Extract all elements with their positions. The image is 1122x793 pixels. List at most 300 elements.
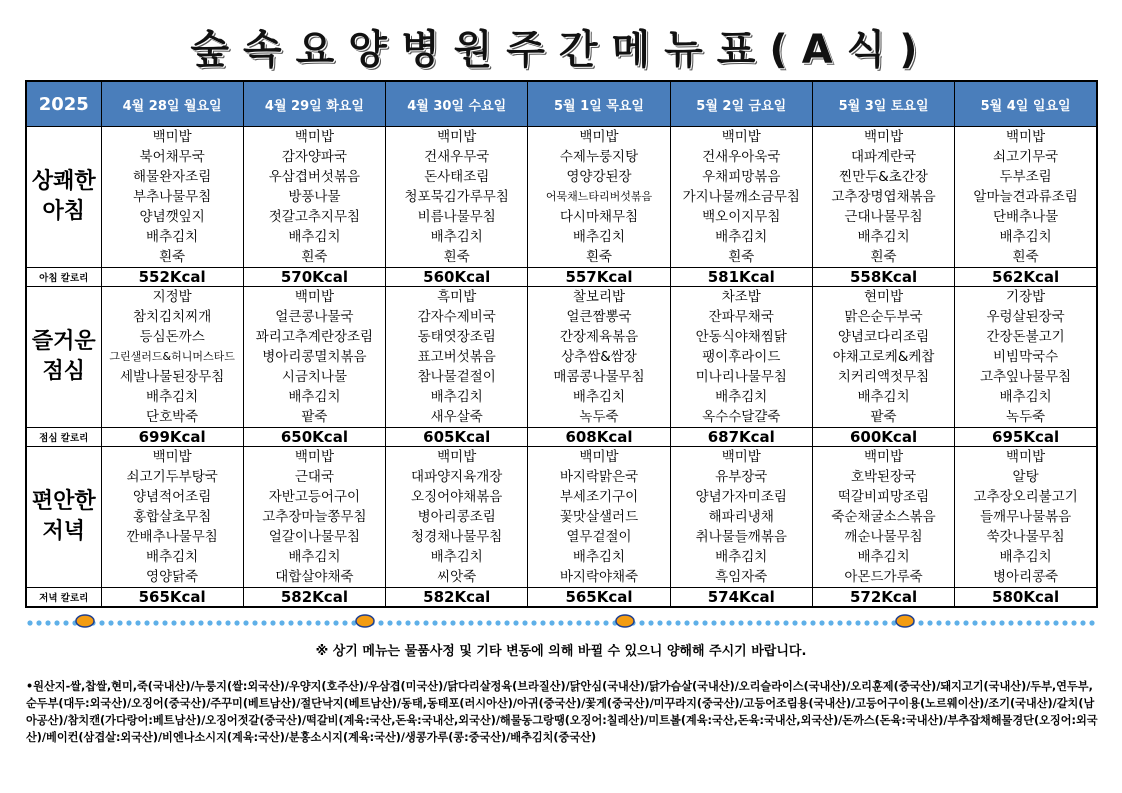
day-header-row: [26, 81, 1097, 127]
menu-item: 꽈리고추계란장조림: [255, 329, 374, 345]
bubble-icon: [657, 620, 662, 625]
menu-item: 건새우무국: [424, 149, 490, 165]
bubble-icon: [522, 620, 527, 625]
menu-item: 꽃맛살샐러드: [559, 509, 639, 525]
menu-item: 열무겉절이: [566, 529, 632, 545]
menu-item: 배추김치: [857, 389, 910, 405]
menu-item: 시금치나물: [281, 369, 348, 385]
bubble-icon: [765, 620, 770, 625]
menu-item: 표고버섯볶음: [417, 349, 496, 365]
bubble-icon: [225, 620, 230, 625]
bubble-icon: [468, 620, 473, 625]
bubble-icon: [1053, 620, 1058, 625]
menu-item: 백미밥: [1006, 129, 1046, 145]
meal-label-text: 아침: [42, 199, 85, 224]
bubble-icon: [675, 620, 680, 625]
menu-item: 배추김치: [146, 389, 199, 405]
menu-item: 백미밥: [863, 449, 904, 465]
calorie-value: 562Kcal: [955, 268, 1097, 287]
menu-item: 청경채나물무침: [411, 529, 503, 545]
menu-item: 등심돈까스: [139, 329, 205, 345]
menu-item: 양념깻잎지: [139, 209, 205, 225]
menu-cell: [812, 127, 954, 268]
bubble-icon: [207, 620, 212, 625]
bubble-icon: [342, 620, 347, 625]
menu-item: 흰죽: [585, 249, 613, 265]
menu-item: 찐만두&초간장: [839, 169, 928, 185]
menu-item: 백미밥: [1006, 449, 1046, 465]
menu-cell: [386, 127, 528, 268]
menu-item: 녹두죽: [579, 409, 619, 425]
menu-item: 흰죽: [870, 249, 897, 265]
bubble-icon: [936, 620, 941, 625]
bubble-icon: [252, 620, 257, 625]
menu-cell: [955, 447, 1097, 588]
menu-item: 지정밥: [152, 289, 192, 305]
bubble-icon: [774, 620, 779, 625]
bubble-icon: [324, 620, 329, 625]
bubble-icon: [927, 620, 932, 625]
bubble-icon: [576, 620, 581, 625]
bubble-icon: [954, 620, 959, 625]
menu-item: 배추김치: [146, 549, 199, 565]
calorie-value: 699Kcal: [101, 428, 243, 447]
bubble-icon: [999, 620, 1004, 625]
meal-label-text: 상쾌한: [31, 169, 96, 194]
meal-row: [26, 127, 1097, 268]
calorie-value: 560Kcal: [386, 268, 528, 287]
menu-item: 세발나물된장무침: [119, 369, 225, 385]
menu-item: 근대나물무침: [844, 209, 923, 225]
menu-item: 병아리콩조림: [417, 509, 496, 525]
menu-cell: [101, 127, 243, 268]
menu-item: 대파양지육개장: [411, 469, 503, 485]
fish-icon: [76, 615, 94, 627]
menu-cell: [243, 447, 385, 588]
bubble-icon: [126, 620, 131, 625]
menu-item: 수제누룽지탕: [559, 149, 639, 165]
menu-item: 배추김치: [999, 229, 1052, 245]
day-header: 4월 30일 수요일: [386, 81, 528, 127]
bubble-icon: [261, 620, 266, 625]
bubble-icon: [54, 620, 59, 625]
menu-item: 기장밥: [1006, 289, 1046, 305]
bubble-icon: [837, 620, 842, 625]
calorie-row: [26, 268, 1097, 287]
menu-item: 어묵채느타리버섯볶음: [545, 190, 653, 203]
menu-cell: [955, 287, 1097, 428]
menu-item: 그린샐러드&허니머스타드: [109, 350, 235, 363]
menu-item: 해물완자조림: [133, 169, 212, 185]
menu-item: 간장돈불고기: [986, 329, 1065, 345]
menu-item: 얼큰콩나물국: [275, 309, 354, 325]
bubble-icon: [963, 620, 968, 625]
bubble-icon: [972, 620, 977, 625]
bubble-icon: [846, 620, 851, 625]
menu-item: 배추김치: [288, 549, 341, 565]
meal-row: [26, 287, 1097, 428]
bubble-icon: [1062, 620, 1067, 625]
menu-cell: [243, 287, 385, 428]
calorie-value: 582Kcal: [243, 588, 385, 608]
menu-item: 배추김치: [288, 229, 341, 245]
menu-item: 흰죽: [301, 249, 328, 265]
menu-item: 유부장국: [715, 469, 768, 485]
menu-item: 영양강된장: [566, 169, 632, 185]
menu-item: 배추김치: [572, 389, 626, 405]
menu-item: 부세조기구이: [559, 489, 639, 505]
menu-cell: [812, 447, 954, 588]
menu-item: 두부조림: [999, 169, 1052, 185]
bubble-icon: [45, 620, 50, 625]
menu-item: 깐배추나물무침: [126, 529, 218, 545]
bubble-icon: [135, 620, 140, 625]
menu-item: 단배추나물: [992, 209, 1059, 225]
menu-item: 백미밥: [152, 449, 192, 465]
calorie-value: 605Kcal: [386, 428, 528, 447]
menu-item: 얼갈이나물무침: [268, 529, 361, 545]
menu-cell: [243, 127, 385, 268]
menu-item: 배추김치: [715, 229, 768, 245]
bubble-icon: [1044, 620, 1049, 625]
menu-item: 병아리콩멸치볶음: [262, 349, 367, 365]
origin-statement: •원산지-쌀,찹쌀,현미,죽(국내산)/누룽지(쌀:외국산)/우양지(호주산)/우삼겹(미국산)/닭다리살정육(브라질산)/닭안심(국내산)/닭가슴살(국내산)/오리슬라이스(국내산)/오리훈제(중국산)/돼지고기(국내산)/두부,연두부,순두부(대두:외국산)/오징어(중국산)/주꾸미(베트남산)/절단낙지(베트남산)/동태,동태포(러시아산)/아귀(중국산)/꽃게(중국산)/미꾸라지(중국산)/고등어조림용(국내산)/고등어구이용(노르웨이산)/조기(국내산)/갈치(남아공산)/참치캔(가다랑어:베트남산)/오징어젓갈(중국산)/떡갈비(계육:국산,돈육:국내산,외국산)/해물동그랑땡(오징어:칠레산)/미트볼(계육:국산,돈육:국내산,외국산)/돈까스(돈육:국내산)/부추잡채해물경단(오징어:외국산)/베이컨(삼겹살:외국산)/비엔나소시지(계육:국산)/분홍소시지(계육:국산)/생콩가루(콩:중국산)/배추김치(중국산): [26, 680, 1098, 744]
day-header: 5월 4일 일요일: [955, 81, 1097, 127]
calorie-value: 695Kcal: [955, 428, 1097, 447]
menu-item: 백미밥: [437, 129, 477, 145]
bubble-icon: [315, 620, 320, 625]
bubble-icon: [450, 620, 455, 625]
menu-cell: [528, 287, 670, 428]
menu-item: 흰죽: [443, 249, 470, 265]
bubble-icon: [549, 620, 554, 625]
bubble-icon: [144, 620, 149, 625]
bubble-icon: [180, 620, 185, 625]
bubble-icon: [198, 620, 203, 625]
menu-item: 양념적어조림: [133, 489, 212, 505]
menu-item: 쇠고기무국: [992, 149, 1059, 165]
bubble-icon: [666, 620, 671, 625]
menu-cell: [101, 287, 243, 428]
bubble-icon: [981, 620, 986, 625]
bubble-icon: [585, 620, 590, 625]
menu-item: 배추김치: [572, 549, 626, 565]
menu-item: 치커리액젓무침: [837, 369, 930, 385]
meal-label-text: 즐거운: [31, 329, 96, 354]
menu-item: 잔파무채국: [708, 309, 774, 325]
bubble-icon: [495, 620, 500, 625]
meal-row: [26, 447, 1097, 588]
bubble-icon: [153, 620, 158, 625]
day-header: 4월 28일 월요일: [101, 81, 243, 127]
menu-item: 고추잎나물무침: [979, 369, 1072, 385]
menu-item: 팥죽: [870, 409, 897, 425]
bubble-icon: [603, 620, 608, 625]
menu-item: 우삼겹버섯볶음: [268, 169, 361, 185]
menu-item: 대합살야채죽: [275, 569, 354, 585]
menu-item: 북어채무국: [139, 149, 205, 165]
menu-item: 백오이지무침: [702, 209, 781, 225]
calorie-value: 552Kcal: [101, 268, 243, 287]
calorie-value: 565Kcal: [101, 588, 243, 608]
menu-item: 백미밥: [294, 289, 334, 305]
meal-label-text: 저녁: [42, 519, 85, 544]
menu-item: 영양닭죽: [146, 569, 199, 585]
bubble-icon: [486, 620, 491, 625]
menu-item: 흰죽: [1012, 249, 1039, 265]
bubble-icon: [513, 620, 518, 625]
bubble-icon: [270, 620, 275, 625]
menu-item: 건새우아욱국: [702, 149, 781, 165]
bubble-icon: [540, 620, 545, 625]
menu-item: 녹두죽: [1006, 409, 1046, 425]
menu-item: 호박된장국: [850, 469, 917, 485]
bubble-icon: [36, 620, 41, 625]
day-header: 4월 29일 화요일: [243, 81, 385, 127]
bubble-icon: [108, 620, 113, 625]
bubble-icon: [162, 620, 167, 625]
menu-item: 아몬드가루죽: [844, 569, 923, 585]
menu-item: 고추장오리불고기: [973, 489, 1078, 505]
menu-item: 백미밥: [437, 449, 477, 465]
menu-item: 배추김치: [572, 229, 626, 245]
calorie-value: 557Kcal: [528, 268, 670, 287]
menu-item: 흑미밥: [437, 289, 477, 305]
bubble-icon: [639, 620, 644, 625]
bubble-icon: [171, 620, 176, 625]
bubble-icon: [189, 620, 194, 625]
bubble-icon: [1089, 620, 1094, 625]
menu-item: 백미밥: [579, 129, 619, 145]
menu-item: 배추김치: [430, 549, 483, 565]
meal-label: [26, 287, 101, 428]
calorie-value: 687Kcal: [670, 428, 812, 447]
bubble-icon: [243, 620, 248, 625]
bubble-icon: [234, 620, 239, 625]
bubble-icon: [864, 620, 869, 625]
bubble-icon: [747, 620, 752, 625]
bubble-icon: [117, 620, 122, 625]
menu-item: 병아리콩죽: [992, 569, 1059, 585]
menu-item: 비름나물무침: [417, 209, 496, 225]
bubble-icon: [504, 620, 509, 625]
menu-item: 맑은순두부국: [844, 309, 923, 325]
bubble-icon: [1035, 620, 1040, 625]
menu-item: 백미밥: [579, 449, 619, 465]
menu-item: 우채피망볶음: [702, 169, 781, 185]
bubble-icon: [558, 620, 563, 625]
menu-cell: [528, 447, 670, 588]
bubble-icon: [738, 620, 743, 625]
menu-change-notice: ※ 상기 메뉴는 물품사정 및 기타 변동에 의해 바뀔 수 있으니 양해해 주시기 바랍니다.: [315, 644, 807, 659]
menu-item: 감자양파국: [281, 149, 348, 165]
menu-item: 죽순채굴소스볶음: [831, 509, 936, 525]
menu-item: 알마늘견과류조림: [973, 189, 1078, 205]
bubble-icon: [702, 620, 707, 625]
bubble-icon: [567, 620, 572, 625]
menu-item: 흑임자죽: [715, 569, 768, 585]
menu-cell: [670, 127, 812, 268]
bubble-icon: [693, 620, 698, 625]
bubble-icon: [27, 620, 32, 625]
menu-item: 쇠고기두부탕국: [126, 469, 218, 485]
bubble-icon: [684, 620, 689, 625]
bubble-icon: [531, 620, 536, 625]
calorie-value: 572Kcal: [812, 588, 954, 608]
menu-item: 새우살죽: [430, 409, 483, 425]
bubble-icon: [477, 620, 482, 625]
calorie-label: 점심 칼로리: [26, 428, 101, 447]
calorie-label: 아침 칼로리: [26, 268, 101, 287]
menu-item: 배추김치: [857, 549, 910, 565]
bubble-icon: [990, 620, 995, 625]
menu-item: 동태엿장조림: [417, 329, 496, 345]
calorie-value: 580Kcal: [955, 588, 1097, 608]
bubble-icon: [873, 620, 878, 625]
menu-cell: [670, 287, 812, 428]
menu-item: 간장제육볶음: [559, 329, 639, 345]
menu-item: 양념가자미조림: [695, 489, 787, 505]
menu-item: 백미밥: [152, 129, 192, 145]
menu-item: 대파계란국: [850, 149, 917, 165]
menu-cell: [812, 287, 954, 428]
menu-item: 돈사태조림: [424, 169, 490, 185]
menu-item: 비빔막국수: [992, 349, 1059, 365]
bubble-icon: [216, 620, 221, 625]
menu-item: 흰죽: [728, 249, 755, 265]
calorie-value: 570Kcal: [243, 268, 385, 287]
calorie-row: [26, 428, 1097, 447]
menu-item: 우렁살된장국: [986, 309, 1065, 325]
menu-item: 얼큰짬뽕국: [566, 309, 632, 325]
menu-item: 배추김치: [857, 229, 910, 245]
bubble-icon: [918, 620, 923, 625]
day-header: 5월 1일 목요일: [528, 81, 670, 127]
bubble-icon: [396, 620, 401, 625]
meal-label: [26, 447, 101, 588]
calorie-value: 574Kcal: [670, 588, 812, 608]
menu-item: 양념코다리조림: [837, 329, 930, 345]
menu-item: 홍합살초무침: [133, 509, 212, 525]
bubble-icon: [882, 620, 887, 625]
menu-item: 부추나물무침: [133, 189, 212, 205]
bubble-icon: [711, 620, 716, 625]
menu-item: 야채고로케&케찹: [832, 349, 935, 365]
bubble-icon: [1008, 620, 1013, 625]
menu-item: 차조밥: [721, 289, 761, 305]
menu-item: 배추김치: [715, 549, 768, 565]
bubble-icon: [594, 620, 599, 625]
menu-cell: [386, 287, 528, 428]
bubble-icon: [792, 620, 797, 625]
menu-item: 단호박죽: [146, 409, 199, 425]
menu-item: 다시마채무침: [559, 209, 639, 225]
bubble-icon: [945, 620, 950, 625]
menu-item: 배추김치: [430, 389, 483, 405]
page-title: 숲속요양병원주간메뉴표(A식): [190, 27, 932, 73]
bubble-icon: [63, 620, 68, 625]
bubble-icon: [855, 620, 860, 625]
calorie-label: 저녁 칼로리: [26, 588, 101, 608]
bubble-icon: [279, 620, 284, 625]
menu-item: 팽이후라이드: [702, 349, 781, 365]
calorie-value: 608Kcal: [528, 428, 670, 447]
menu-cell: [955, 127, 1097, 268]
menu-item: 백미밥: [721, 129, 761, 145]
menu-item: 가지나물깨소금무침: [682, 189, 800, 205]
bubble-icon: [1026, 620, 1031, 625]
bubble-icon: [423, 620, 428, 625]
menu-item: 옥수수달걀죽: [702, 409, 781, 425]
bubble-icon: [288, 620, 293, 625]
weekly-menu-table: [25, 80, 1098, 608]
menu-item: 깨순나물무침: [844, 529, 923, 545]
bubble-icon: [297, 620, 302, 625]
menu-item: 배추김치: [999, 549, 1052, 565]
menu-item: 오징어야채볶음: [411, 489, 503, 505]
bubble-icon: [387, 620, 392, 625]
bubble-icon: [441, 620, 446, 625]
menu-item: 백미밥: [294, 449, 334, 465]
bubble-icon: [801, 620, 806, 625]
menu-item: 백미밥: [294, 129, 334, 145]
fish-icon: [896, 615, 914, 627]
menu-item: 젓갈고추지무침: [268, 209, 361, 225]
menu-item: 들깨무나물볶음: [979, 509, 1072, 525]
bubble-icon: [414, 620, 419, 625]
menu-item: 씨앗죽: [437, 569, 477, 585]
menu-item: 해파리냉채: [708, 509, 774, 525]
menu-item: 팥죽: [301, 409, 328, 425]
menu-item: 배추김치: [288, 389, 341, 405]
bubble-icon: [1080, 620, 1085, 625]
menu-item: 백미밥: [863, 129, 904, 145]
menu-item: 배추김치: [430, 229, 483, 245]
bubble-icon: [378, 620, 383, 625]
menu-cell: [101, 447, 243, 588]
fish-icon: [616, 615, 634, 627]
day-header: 5월 2일 금요일: [670, 81, 812, 127]
menu-item: 배추김치: [715, 389, 768, 405]
menu-cell: [528, 127, 670, 268]
calorie-value: 581Kcal: [670, 268, 812, 287]
menu-item: 매콤콩나물무침: [553, 369, 645, 385]
menu-item: 근대국: [294, 469, 334, 485]
bubble-icon: [828, 620, 833, 625]
menu-item: 감자수제비국: [417, 309, 496, 325]
menu-item: 안동식야채찜닭: [695, 329, 787, 345]
bubble-icon: [432, 620, 437, 625]
menu-item: 참나물겉절이: [417, 369, 496, 385]
calorie-value: 650Kcal: [243, 428, 385, 447]
menu-item: 고추장마늘쫑무침: [262, 509, 367, 525]
calorie-value: 565Kcal: [528, 588, 670, 608]
menu-item: 취나물들깨볶음: [695, 529, 787, 545]
menu-item: 바지락맑은국: [559, 469, 639, 485]
bubble-icon: [333, 620, 338, 625]
menu-item: 청포묵김가루무침: [404, 189, 509, 205]
meal-label: [26, 127, 101, 268]
menu-item: 쑥갓나물무침: [986, 529, 1065, 545]
bubble-icon: [720, 620, 725, 625]
bubble-icon: [1071, 620, 1076, 625]
menu-item: 배추김치: [146, 229, 199, 245]
menu-item: 참치김치찌개: [133, 309, 212, 325]
bubble-icon: [729, 620, 734, 625]
menu-item: 방풍나물: [288, 189, 341, 205]
menu-cell: [386, 447, 528, 588]
menu-cell: [670, 447, 812, 588]
